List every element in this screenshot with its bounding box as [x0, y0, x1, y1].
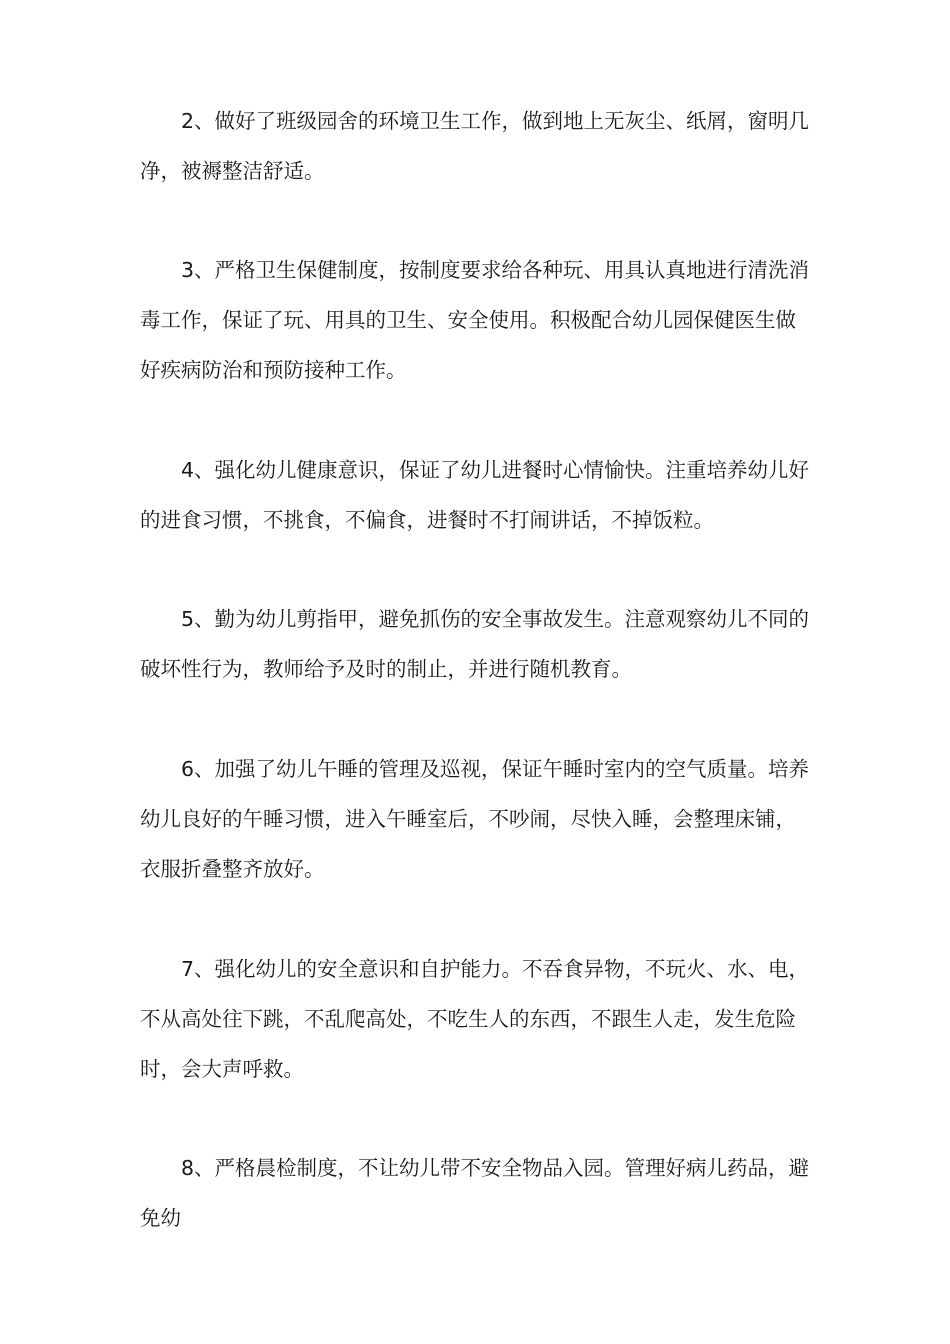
paragraph-item-4: 4、强化幼儿健康意识，保证了幼儿进餐时心情愉快。注重培养幼儿好的进食习惯，不挑食，不偏食，进餐时不打闹讲话，不掉饭粒。	[140, 458, 810, 532]
paragraph-item-8: 8、严格晨检制度，不让幼儿带不安全物品入园。管理好病儿药品，避免幼	[140, 1156, 810, 1230]
paragraph-item-3: 3、严格卫生保健制度，按制度要求给各种玩、用具认真地进行清洗消毒工作，保证了玩、用具的卫生、安全使用。积极配合幼儿园保健医生做好疾病防治和预防接种工作。	[140, 258, 810, 382]
paragraph-item-7: 7、强化幼儿的安全意识和自护能力。不吞食异物，不玩火、水、电，不从高处往下跳，不乱爬高处，不吃生人的东西，不跟生人走，发生危险时，会大声呼救。	[140, 957, 810, 1081]
paragraph-item-2: 2、做好了班级园舍的环境卫生工作，做到地上无灰尘、纸屑，窗明几净，被褥整洁舒适。	[140, 109, 810, 183]
paragraph-item-5: 5、勤为幼儿剪指甲，避免抓伤的安全事故发生。注意观察幼儿不同的破坏性行为，教师给予及时的制止，并进行随机教育。	[140, 607, 810, 681]
paragraph-item-6: 6、加强了幼儿午睡的管理及巡视，保证午睡时室内的空气质量。培养幼儿良好的午睡习惯，进入午睡室后，不吵闹，尽快入睡，会整理床铺，衣服折叠整齐放好。	[140, 757, 810, 881]
